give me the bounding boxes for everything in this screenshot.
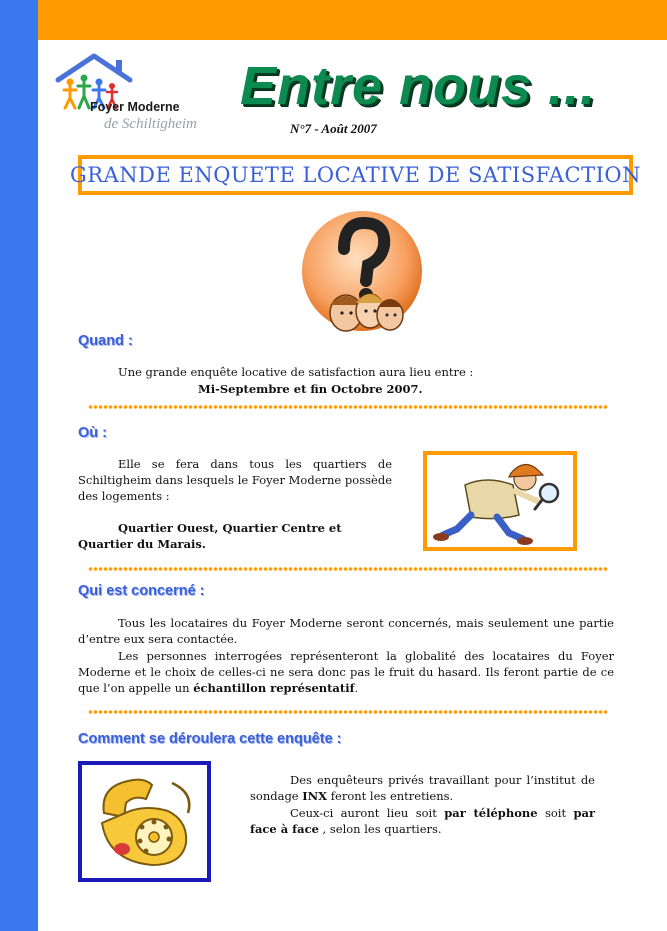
comment-paragraph-1: Des enquêteurs privés travaillant pour l’institut de sondage INX feront les entretiens. — [250, 773, 595, 803]
echantillon-representatif: échantillon représentatif — [193, 681, 355, 695]
main-title: GRANDE ENQUETE LOCATIVE DE SATISFACTION — [70, 163, 641, 187]
par-telephone: par téléphone — [444, 806, 538, 820]
top-orange-bar — [38, 0, 667, 40]
issue-number: N°7 - Août 2007 — [290, 121, 377, 136]
quand-line1: Une grande enquête locative de satisfaction aura lieu entre : — [118, 365, 474, 379]
orange-dotted-divider — [88, 567, 608, 571]
telephone-icon — [82, 765, 207, 878]
qui-paragraph-2: Les personnes interrogées représenteront la globalité des locataires du Foyer Moderne et le choix de celles-ci ne sera donc pas le fruit du hasard. Ils feront partie de ce que l’on appelle un échantillon représentatif. — [78, 649, 614, 695]
comment-paragraph-2: Ceux-ci auront lieu soit par téléphone soit par face à face , selon les quartiers. — [250, 806, 596, 836]
logo-name: Foyer Moderne — [90, 100, 180, 114]
orange-dotted-divider — [88, 710, 608, 714]
foyer-moderne-logo — [54, 52, 214, 140]
par-face-a-face: par face à face — [250, 806, 596, 836]
left-blue-bar — [0, 0, 38, 931]
logo-city: de Schiltigheim — [104, 116, 197, 132]
orange-dotted-divider — [88, 405, 608, 409]
institut-inx: INX — [302, 789, 328, 803]
section-heading-ou: Où : — [78, 425, 107, 441]
question-mark-faces-icon — [300, 207, 424, 337]
telephone-illustration-frame — [78, 761, 211, 882]
section-heading-quand: Quand : — [78, 333, 133, 349]
detective-illustration-frame — [423, 451, 577, 551]
section-heading-qui: Qui est concerné : — [78, 583, 205, 599]
qui-paragraph-1: Tous les locataires du Foyer Moderne seront concernés, mais seulement une partie d’entre eux sera contactée. — [78, 616, 614, 646]
detective-icon — [427, 455, 573, 547]
ou-quartiers: Quartier Ouest, Quartier Centre et Quartier du Marais. — [78, 521, 342, 551]
masthead-title: Entre nous ... — [240, 56, 597, 116]
section-heading-comment: Comment se déroulera cette enquête : — [78, 731, 342, 747]
ou-paragraph: Elle se fera dans tous les quartiers de Schiltigheim dans lesquels le Foyer Moderne possède des logements : — [78, 457, 392, 503]
quand-dates: Mi-Septembre et fin Octobre 2007. — [198, 382, 423, 396]
main-title-box — [70, 155, 641, 195]
